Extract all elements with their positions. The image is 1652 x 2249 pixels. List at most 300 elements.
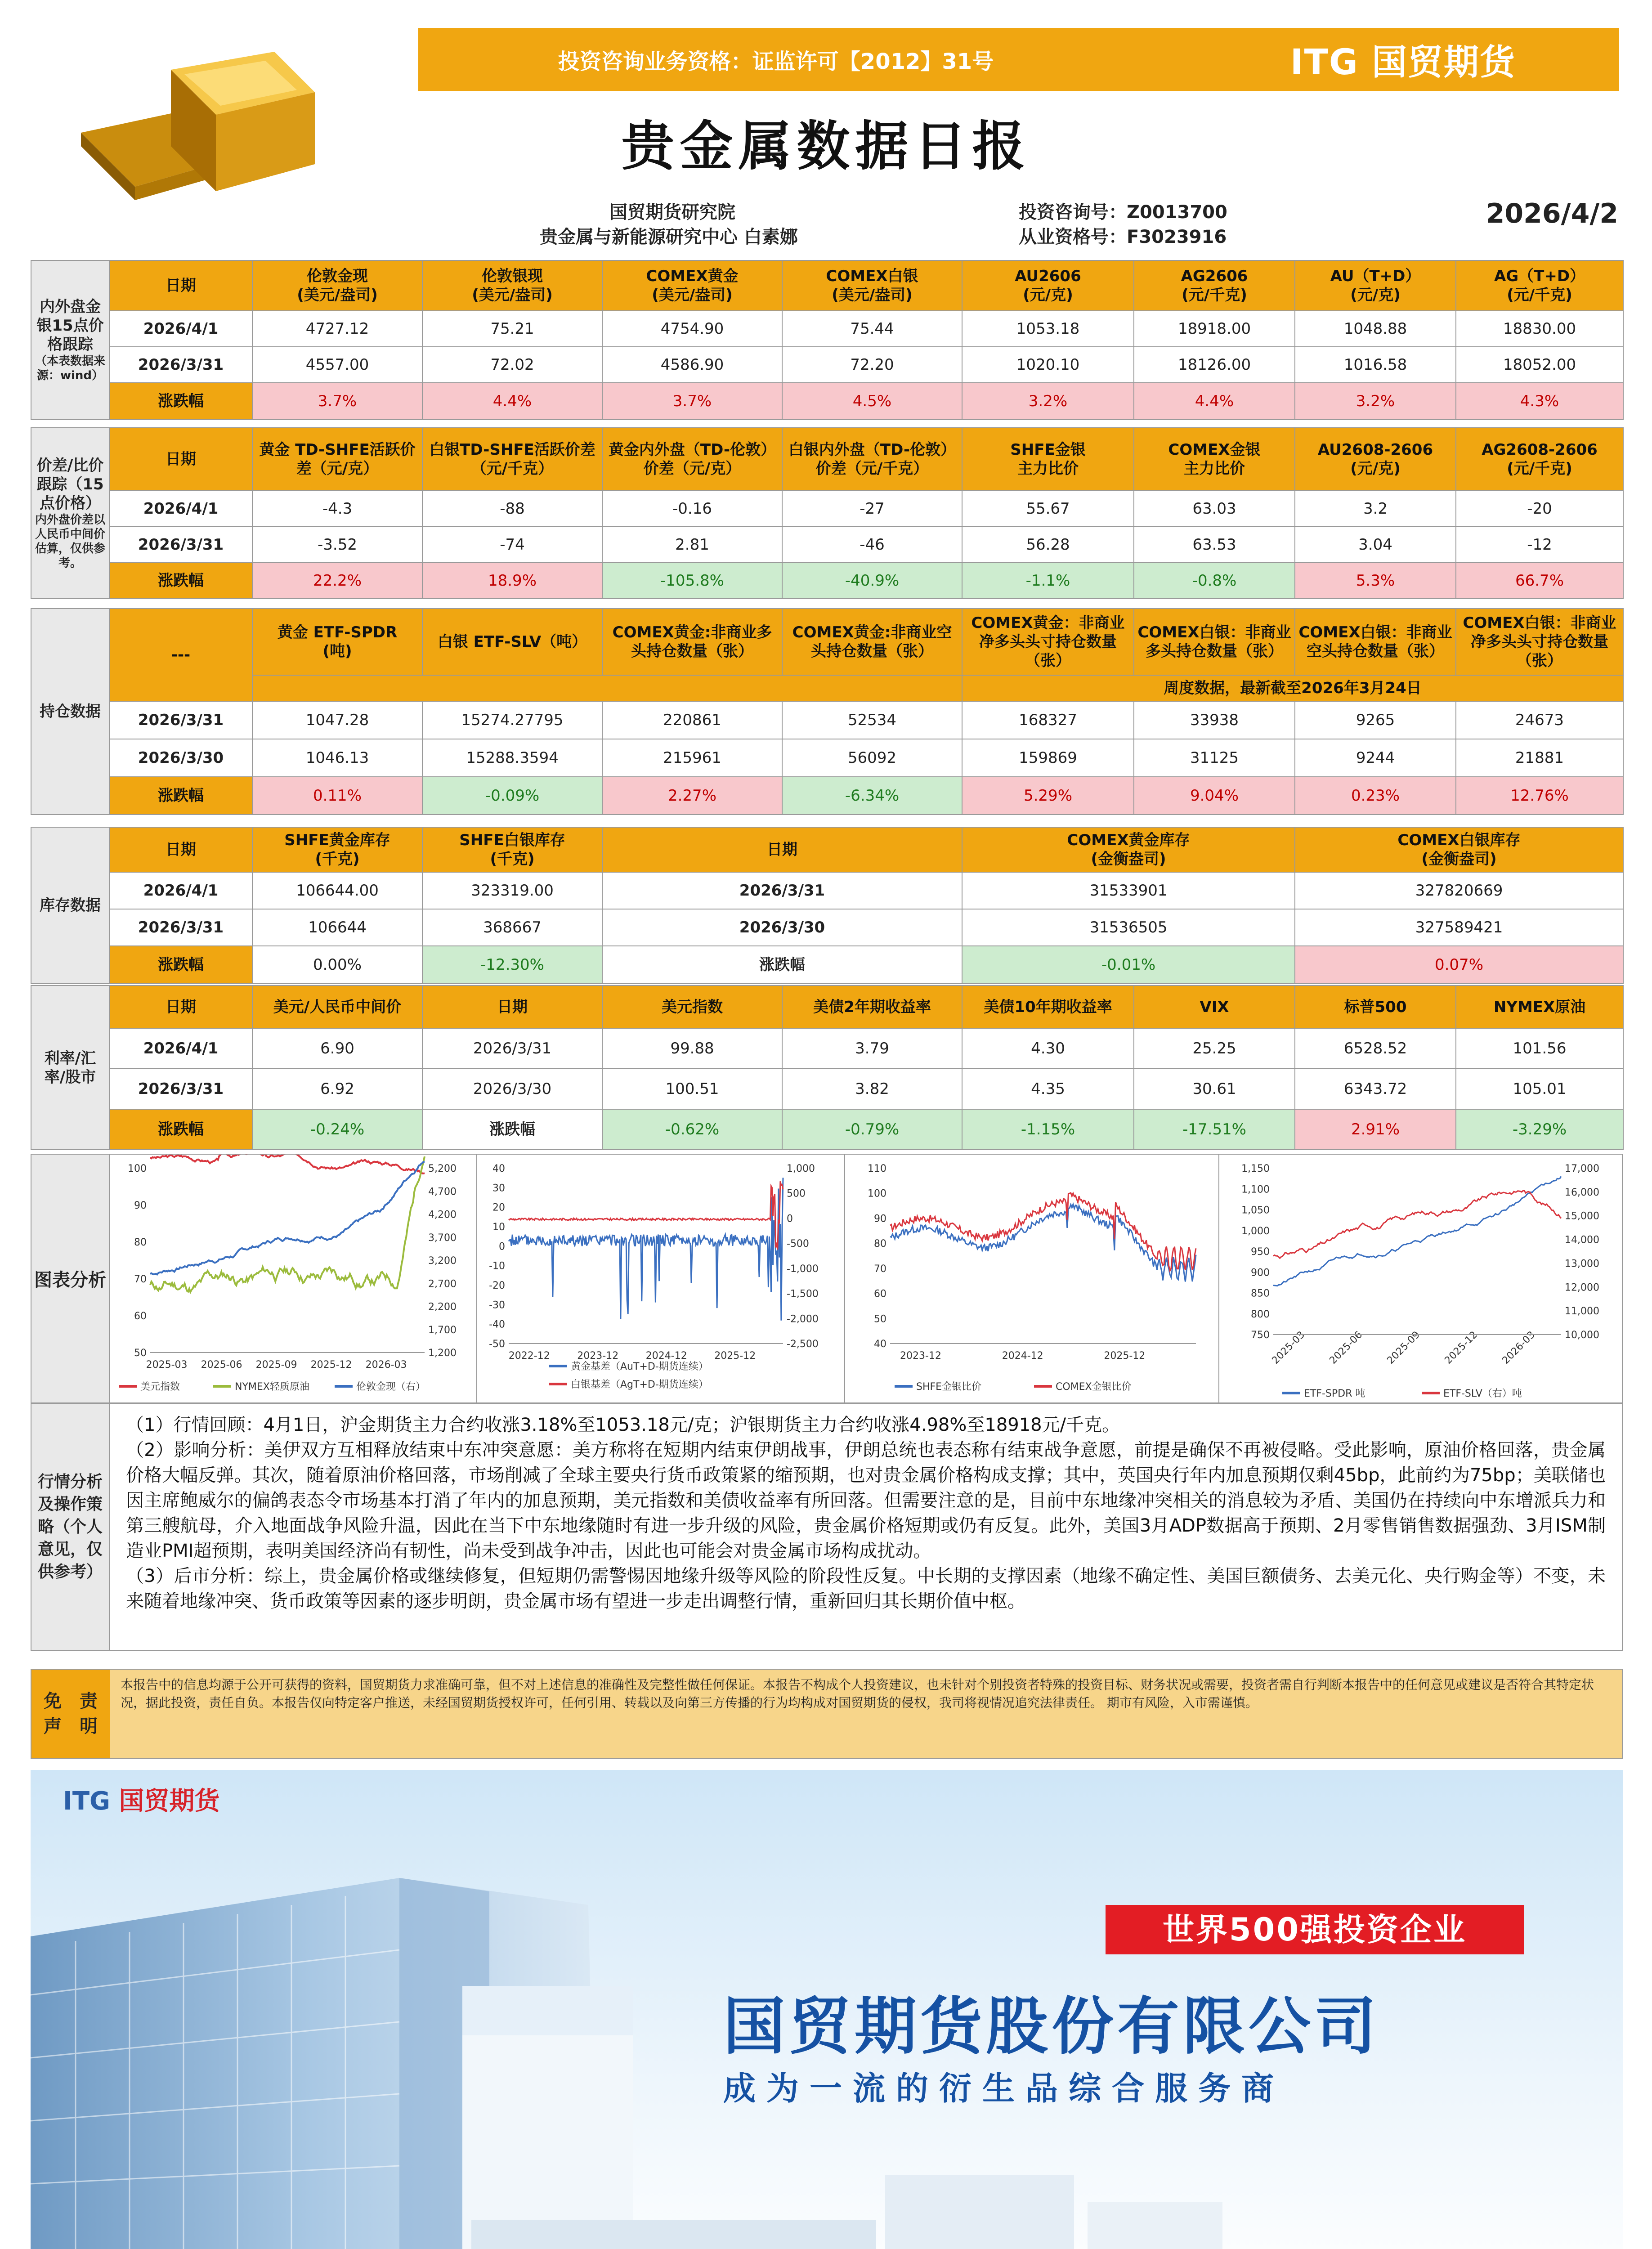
disclaimer-text: 本报告中的信息均源于公开可获得的资料，国贸期货力求准确可靠，但不对上述信息的准确性及完整性做任何保证。本报告不构成个人投资建议，也未针对个别投资者特殊的投资目标、财务状况或需要，投资者需自行判断本报告中的任何意见或建议是否符合其特定状况，据此投资，责任自负。本报告仅向特定客户推送，未经国贸期货授权许可，任何引用、转载以及向第三方传播的行为均构成对国贸期货的侵权，我司将视情况追究法律责任。 期市有风险，入市需谨慎。 [121,1677,1594,1710]
column-header: 美债2年期收益率 [782,986,962,1028]
table-cell: 6343.72 [1295,1069,1456,1109]
table-row [31,701,1623,739]
table-cell: -12 [1456,527,1623,563]
column-header: SHFE黄金库存 (千克) [252,827,422,872]
table-row [31,1109,1623,1150]
table-cell: 323319.00 [422,872,602,909]
table-row [31,347,1623,383]
table-cell: 52534 [782,701,962,739]
chart-gold-silver-ratio [845,1155,1219,1402]
legend-entry: SHFE金银比价 [916,1381,982,1393]
change-cell: 9.04% [1134,777,1295,815]
y-tick-label: 15,000 [1565,1210,1599,1222]
x-tick-label: 2025-03 [146,1359,188,1371]
column-header: COMEX白银库存 (金衡盎司) [1295,827,1623,872]
y-tick-label: 0 [787,1213,793,1225]
y-tick-label: -10 [489,1260,505,1272]
consult-number: 投资咨询号：Z0013700 [1019,202,1227,223]
x-tick-label: 2024-12 [1002,1350,1043,1362]
section-side-label: 库存数据 [31,827,109,984]
table-cell: 55.67 [962,491,1134,527]
y-tick-label: 1,050 [1241,1205,1270,1216]
y-tick-label: 50 [134,1348,147,1359]
y-tick-label: 30 [492,1183,505,1194]
change-cell: -0.09% [422,777,602,815]
legend-entry: 黄金基差（AuT+D-期货连续） [571,1361,708,1372]
series-line [890,1193,1196,1271]
table-cell: 4727.12 [252,311,422,347]
y-tick-label: 60 [874,1288,886,1300]
table-cell: 6.92 [252,1069,422,1109]
table-cell: 4.35 [962,1069,1134,1109]
position-table [31,608,1624,815]
table-cell: 2026/3/30 [422,1069,602,1109]
table-cell: 2026/3/31 [109,909,252,946]
table-cell: 1016.58 [1295,347,1456,383]
change-cell: -0.8% [1134,563,1295,599]
dash-cell: --- [109,609,252,701]
column-header: AU2606 (元/克) [962,260,1134,311]
column-header: 黄金 ETF-SPDR (吨) [252,609,422,675]
section-side-label: 持仓数据 [31,609,109,815]
column-header: VIX [1134,986,1295,1028]
y-tick-label: 850 [1251,1288,1270,1299]
disclaimer-section [31,1669,1623,1759]
table-cell: 1046.13 [252,739,422,777]
change-cell: 4.4% [1134,383,1295,420]
y-tick-label: -2,500 [787,1339,819,1350]
column-header: 美元指数 [602,986,782,1028]
table-cell: 159869 [962,739,1134,777]
change-cell: 4.4% [422,383,602,420]
column-header: 日期 [602,827,962,872]
company-slogan: 成为一流的衍生品综合服务商 [723,2070,1285,2107]
change-label: 涨跌幅 [602,946,962,984]
x-tick-label: 2023-12 [900,1350,941,1362]
table-cell: 327589421 [1295,909,1623,946]
section-side-label: 行情分析及操作策略（个人意见，仅供参考） [31,1404,110,1650]
legend-entry: COMEX金银比价 [1056,1381,1132,1393]
table-row [31,1069,1623,1109]
table-cell: 4754.90 [602,311,782,347]
table-cell: 2026/3/30 [109,739,252,777]
change-cell: 4.5% [782,383,962,420]
y-tick-label: 800 [1251,1308,1270,1320]
y-tick-label: 100 [128,1163,147,1174]
x-tick-label: 2025-09 [1385,1329,1423,1366]
y-tick-label: -30 [489,1299,505,1311]
page-title: 贵金属数据日报 [621,115,1031,177]
y-tick-label: -1,500 [787,1288,819,1300]
table-cell: 30.61 [1134,1069,1295,1109]
y-tick-label: 16,000 [1565,1187,1599,1198]
y-tick-label: 40 [874,1339,886,1350]
table-row [31,563,1623,599]
column-header: AG2606 (元/千克) [1134,260,1295,311]
change-label: 涨跌幅 [109,383,252,420]
column-header: 日期 [109,827,252,872]
y-tick-label: 1,000 [1241,1225,1270,1237]
series-line [1273,1176,1561,1286]
column-header: 黄金 TD-SHFE活跃价差（元/克） [252,428,422,491]
table-cell: 368667 [422,909,602,946]
top-bar [418,28,1619,91]
table-cell: -20 [1456,491,1623,527]
report-date: 2026/4/2 [1486,198,1618,229]
table-cell: 2026/3/31 [109,1069,252,1109]
y-tick-label: 900 [1251,1267,1270,1279]
table-cell: 215961 [602,739,782,777]
table-cell: 2026/3/31 [109,527,252,563]
chart-basis [477,1155,845,1402]
table-row [31,383,1623,420]
section-side-label: 图表分析 [31,1155,110,1402]
change-cell: 0.11% [252,777,422,815]
table-cell: 18830.00 [1456,311,1623,347]
y-tick-label: 1,200 [428,1348,457,1359]
x-tick-label: 2022-12 [508,1350,550,1362]
change-cell: 0.23% [1295,777,1456,815]
y-tick-label: 70 [134,1274,147,1285]
x-tick-label: 2025-06 [1327,1329,1365,1366]
rates-table [31,985,1624,1150]
y-tick-label: -2,000 [787,1313,819,1325]
y-tick-label: 750 [1251,1330,1270,1341]
table-cell: 56092 [782,739,962,777]
column-header: 黄金内外盘（TD-伦敦）价差（元/克） [602,428,782,491]
column-header: SHFE白银库存 (千克) [422,827,602,872]
change-cell: 3.7% [252,383,422,420]
column-header: AG（T+D） (元/千克) [1456,260,1623,311]
column-header: SHFE金银 主力比价 [962,428,1134,491]
y-tick-label: 3,200 [428,1255,457,1267]
change-cell: -40.9% [782,563,962,599]
legend-entry: 白银基差（AgT+D-期货连续） [571,1379,708,1390]
column-header: COMEX黄金:非商业多头持仓数量（张） [602,609,782,675]
company-name: 国贸期货股份有限公司 [723,1990,1380,2063]
column-header: 白银TD-SHFE活跃价差（元/千克） [422,428,602,491]
y-tick-label: 100 [868,1188,886,1200]
table-cell: 220861 [602,701,782,739]
y-tick-label: 11,000 [1565,1306,1599,1317]
table-cell: 1048.88 [1295,311,1456,347]
table-cell: 327820669 [1295,872,1623,909]
company-banner [31,1770,1623,2249]
y-tick-label: 950 [1251,1246,1270,1258]
x-tick-label: 2026-03 [1500,1329,1538,1366]
y-tick-label: 20 [492,1202,505,1214]
column-header: 日期 [109,428,252,491]
column-header: COMEX黄金 (美元/盎司) [602,260,782,311]
table-cell: 21881 [1456,739,1623,777]
y-tick-label: -50 [489,1339,505,1350]
section-side-label: 利率/汇率/股市 [31,986,109,1150]
table-cell: 3.2 [1295,491,1456,527]
institute: 国贸期货研究院 [609,202,735,223]
y-tick-label: 1,000 [787,1163,815,1174]
series-line [150,1162,425,1275]
y-tick-label: 1,700 [428,1324,457,1336]
change-cell: 18.9% [422,563,602,599]
x-tick-label: 2026-03 [365,1359,407,1371]
table-cell: 31533901 [962,872,1295,909]
table-row [31,1028,1623,1069]
legend-entry: ETF-SLV（右）吨 [1443,1388,1522,1399]
x-tick-label: 2025-09 [255,1359,297,1371]
change-label: 涨跌幅 [109,946,252,984]
column-header: 伦敦银现 (美元/盎司) [422,260,602,311]
series-line [509,1178,783,1320]
y-tick-label: 17,000 [1565,1163,1599,1174]
table-cell: -4.3 [252,491,422,527]
y-tick-label: -500 [787,1238,809,1250]
table-cell: 99.88 [602,1028,782,1069]
change-cell: 0.00% [252,946,422,984]
table-cell: 168327 [962,701,1134,739]
table-cell: 31125 [1134,739,1295,777]
table-cell: 2026/3/31 [422,1028,602,1069]
change-cell: -105.8% [602,563,782,599]
legend-entry: 美元指数 [140,1381,180,1393]
x-tick-label: 2025-12 [1104,1350,1146,1362]
table-row [31,909,1623,946]
change-label: 涨跌幅 [422,1109,602,1150]
research-center: 贵金属与新能源研究中心 白素娜 [540,227,798,247]
table-cell: -88 [422,491,602,527]
table-cell: 2026/4/1 [109,491,252,527]
column-header: COMEX白银：非商业空头持仓数量（张） [1295,609,1456,675]
table-cell: 6.90 [252,1028,422,1069]
y-tick-label: 1,100 [1241,1184,1270,1196]
brand-logo: ITG 国贸期货 [1290,42,1516,83]
column-header: 日期 [109,986,252,1028]
table-cell: 33938 [1134,701,1295,739]
y-tick-label: 90 [874,1213,886,1225]
table-row [31,739,1623,777]
table-cell: 2026/3/31 [109,347,252,383]
table-cell: 2.81 [602,527,782,563]
series-line [150,1155,425,1174]
change-cell: 22.2% [252,563,422,599]
table-row [31,872,1623,909]
disclaimer-label: 免 责 声 明 [31,1670,110,1758]
series-line [890,1204,1196,1281]
y-tick-label: -1,000 [787,1263,819,1275]
table-cell: 106644 [252,909,422,946]
table-cell: 4.30 [962,1028,1134,1069]
table-row [31,946,1623,984]
y-tick-label: 14,000 [1565,1234,1599,1246]
y-tick-label: 60 [134,1311,147,1322]
series-line [1273,1191,1561,1258]
table-row [31,527,1623,563]
table-cell: 72.02 [422,347,602,383]
change-cell: 0.07% [1295,946,1623,984]
table-cell: 31536505 [962,909,1295,946]
change-cell: -6.34% [782,777,962,815]
table-cell: 9265 [1295,701,1456,739]
analysis-section [31,1403,1623,1651]
table-cell: 100.51 [602,1069,782,1109]
table-row [31,311,1623,347]
chart-usd-oil-gold [110,1155,477,1402]
x-tick-label: 2025-12 [714,1350,756,1362]
column-header: 伦敦金现 (美元/盎司) [252,260,422,311]
y-tick-label: 13,000 [1565,1258,1599,1270]
y-tick-label: 1,150 [1241,1163,1270,1174]
table-cell: 4586.90 [602,347,782,383]
column-header: COMEX黄金：非商业净多头头寸持仓数量（张） [962,609,1134,675]
x-tick-label: 2025-06 [201,1359,242,1371]
y-tick-label: 90 [134,1200,147,1211]
table-cell: 2026/4/1 [109,1028,252,1069]
y-tick-label: 500 [787,1188,806,1200]
charts-section [31,1154,1623,1403]
column-header: 美元/人民币中间价 [252,986,422,1028]
price-table [31,260,1624,420]
analysis-impact: （2）影响分析：美伊双方互相释放结束中东冲突意愿：美方称将在短期内结束伊朗战事，伊朗总统也表态称有结束战争意愿，前提是确保不再被侵略。受此影响，原油价格回落，贵金属价格大幅反弹。其次，随着原油价格回落，市场削减了全球主要央行货币政策紧的缩预期，也对贵金属价格构成支撑；其中，英国央行年内加息预期仅剩45bp，此前约为75bp；美联储也因主席鲍威尔的偏鸽表态令市场基本打消了年内的加息预期，美元指数和美债收益率有所回落。但需要注意的是，目前中东地缘冲突相关的消息较为矛盾、美国仍在持续向中东增派兵力和第三艘航母，介入地面战争风险升温，因此在当下中东地缘随时有进一步升级的风险，贵金属价格短期或仍有反复。此外，美国3月ADP数据高于预期、2月零售销售数据强劲、3月ISM制造业PMI超预期，表明美国经济尚有韧性，尚未受到战争冲击，因此也可能会对贵金属市场构成扰动。 [126,1440,1606,1561]
table-cell: -0.16 [602,491,782,527]
change-cell: 5.29% [962,777,1134,815]
table-cell: 1053.18 [962,311,1134,347]
x-tick-label: 2023-12 [577,1350,619,1362]
table-cell: 2026/3/31 [602,872,962,909]
change-cell: -0.79% [782,1109,962,1150]
change-cell: 2.91% [1295,1109,1456,1150]
x-tick-label: 2024-12 [645,1350,687,1362]
table-cell: 72.20 [782,347,962,383]
license-text: 投资咨询业务资格：证监许可【2012】31号 [558,49,994,74]
change-cell: -0.01% [962,946,1295,984]
change-cell: -0.62% [602,1109,782,1150]
change-cell: -1.15% [962,1109,1134,1150]
chart-etf [1219,1155,1622,1402]
change-cell: 3.2% [962,383,1134,420]
change-cell: 66.7% [1456,563,1623,599]
legend-entry: NYMEX轻质原油 [235,1381,309,1393]
table-row [31,491,1623,527]
column-header: AG2608-2606 (元/千克) [1456,428,1623,491]
legend-entry: 伦敦金现（右） [356,1381,426,1393]
change-cell: -17.51% [1134,1109,1295,1150]
table-cell: 106644.00 [252,872,422,909]
y-tick-label: 80 [134,1237,147,1248]
table-cell: 75.21 [422,311,602,347]
table-cell: 3.82 [782,1069,962,1109]
change-cell: -0.24% [252,1109,422,1150]
change-cell: -1.1% [962,563,1134,599]
change-cell: 4.3% [1456,383,1623,420]
column-header: AU（T+D） (元/克) [1295,260,1456,311]
column-header: COMEX白银：非商业净多头头寸持仓数量（张） [1456,609,1623,675]
change-cell: -3.29% [1456,1109,1623,1150]
x-tick-label: 2025-12 [1442,1329,1480,1366]
y-tick-label: 4,200 [428,1209,457,1221]
table-cell: 101.56 [1456,1028,1623,1069]
table-cell: 1020.10 [962,347,1134,383]
banner-logo: ITG 国贸期货 [63,1787,220,1816]
y-tick-label: -20 [489,1280,505,1291]
table-cell: 3.04 [1295,527,1456,563]
series-line [150,1156,425,1292]
column-header: 日期 [109,260,252,311]
column-header: COMEX黄金库存 (金衡盎司) [962,827,1295,872]
change-cell: 12.76% [1456,777,1623,815]
table-cell: 15274.27795 [422,701,602,739]
table-cell: 63.53 [1134,527,1295,563]
table-cell: 15288.3594 [422,739,602,777]
table-row [31,777,1623,815]
column-header: 标普500 [1295,986,1456,1028]
change-cell: 3.2% [1295,383,1456,420]
y-tick-label: 110 [868,1163,886,1174]
table-cell: 18052.00 [1456,347,1623,383]
inventory-table [31,827,1624,984]
banner-badge: 世界500强投资企业 [1106,1905,1524,1954]
column-header: 美债10年期收益率 [962,986,1134,1028]
table-cell: 2026/3/30 [602,909,962,946]
change-label: 涨跌幅 [109,777,252,815]
y-tick-label: 12,000 [1565,1282,1599,1294]
table-cell: 18126.00 [1134,347,1295,383]
y-tick-label: 0 [499,1241,505,1253]
x-tick-label: 2025-03 [1270,1329,1307,1366]
column-header: COMEX黄金:非商业空头持仓数量（张） [782,609,962,675]
y-tick-label: 3,700 [428,1232,457,1244]
y-tick-label: 10 [492,1222,505,1233]
y-tick-label: 5,200 [428,1163,457,1174]
y-tick-label: 2,200 [428,1301,457,1313]
column-header: 白银内外盘（TD-伦敦）价差（元/千克） [782,428,962,491]
change-cell: 3.7% [602,383,782,420]
analysis-text [110,1404,1622,1650]
y-tick-label: 70 [874,1263,886,1275]
change-label: 涨跌幅 [109,563,252,599]
change-cell: -12.30% [422,946,602,984]
legend-entry: ETF-SPDR 吨 [1304,1388,1365,1399]
section-side-label: 价差/比价跟踪（15点价格） 内外盘价差以人民币中间价估算，仅供参考。 [31,428,109,599]
change-label: 涨跌幅 [109,1109,252,1150]
table-cell: -3.52 [252,527,422,563]
table-cell: 4557.00 [252,347,422,383]
y-tick-label: 80 [874,1238,886,1250]
analysis-review: （1）行情回顾：4月1日，沪金期货主力合约收涨3.18%至1053.18元/克；沪银期货主力合约收涨4.98%至18918元/千克。 [126,1415,1120,1435]
table-cell: 2026/4/1 [109,872,252,909]
column-header: COMEX白银 (美元/盎司) [782,260,962,311]
weekly-note: 周度数据，最新截至2026年3月24日 [962,675,1623,701]
section-side-label: 内外盘金银15点价格跟踪 （本表数据来源：wind） [31,260,109,420]
table-cell: -27 [782,491,962,527]
x-tick-label: 2025-12 [310,1359,352,1371]
y-tick-label: -40 [489,1319,505,1331]
y-tick-label: 40 [492,1163,505,1174]
qualification-number: 从业资格号：F3023916 [1019,227,1227,247]
change-cell: 5.3% [1295,563,1456,599]
y-tick-label: 10,000 [1565,1330,1599,1341]
table-cell: 2026/4/1 [109,311,252,347]
y-tick-label: 4,700 [428,1186,457,1198]
analysis-outlook: （3）后市分析：综上，贵金属价格或继续修复，但短期仍需警惕因地缘升级等风险的阶段性反复。中长期的支撑因素（地缘不确定性、美国巨额债务、去美元化、央行购金等）不变，未来随着地缘冲突、货币政策等因素的逐步明朗，贵金属市场有望进一步走出调整行情，重新回归其长期价值中枢。 [126,1566,1606,1612]
spread-table [31,427,1624,599]
table-cell: -74 [422,527,602,563]
table-cell: 63.03 [1134,491,1295,527]
column-header: 白银 ETF-SLV（吨） [422,609,602,675]
table-cell: 24673 [1456,701,1623,739]
table-cell: 105.01 [1456,1069,1623,1109]
table-cell: 3.79 [782,1028,962,1069]
column-header: COMEX白银：非商业多头持仓数量（张） [1134,609,1295,675]
change-cell: 2.27% [602,777,782,815]
